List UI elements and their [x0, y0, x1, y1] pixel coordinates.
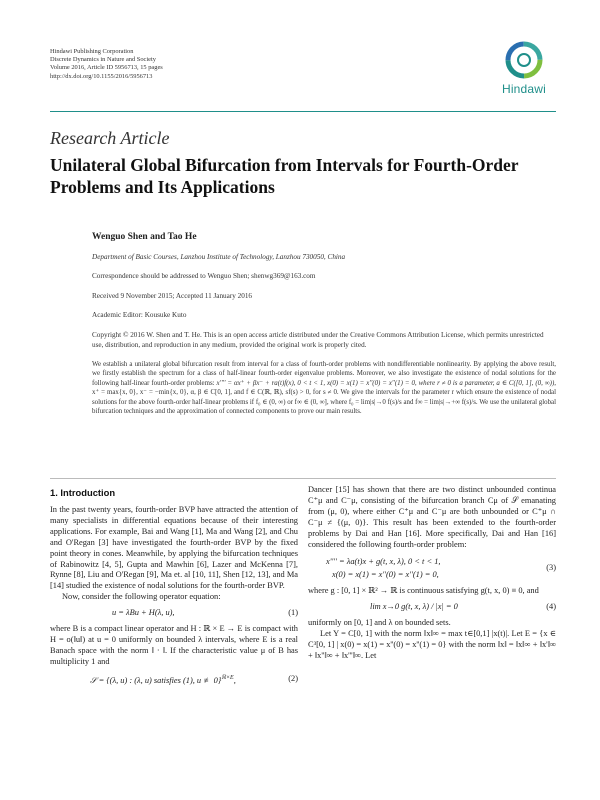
volume-info: Volume 2016, Article ID 5956713, 15 pages	[50, 64, 163, 72]
intro-paragraph-2: Now, consider the following operator equation:	[62, 592, 221, 602]
equation-3-line-2: x(0) = x(1) = x''(0) = x''(1) = 0,	[332, 570, 439, 580]
section-heading: 1. Introduction	[50, 487, 116, 498]
publisher-name: Hindawi Publishing Corporation	[50, 48, 134, 55]
hindawi-logo	[492, 40, 556, 96]
journal-name: Discrete Dynamics in Nature and Society	[50, 56, 156, 64]
correspondence: Correspondence should be addressed to Wenguo Shen; shenwg369@163.com	[92, 272, 316, 280]
publication-info	[50, 48, 163, 81]
equation-2: 𝒮 = {(λ, u) : (λ, u) satisfies (1), u ≢ 0}$^{ℝ\times E}$, (2)	[90, 674, 298, 685]
equation-3-number: (3)	[546, 562, 556, 572]
equation-3	[308, 555, 556, 581]
equation-2-number: (2)	[288, 674, 298, 684]
abstract-part-2: x⁺ = max{x, 0}, x⁻ = −min{x, 0}, α, β ∈ C[0, 1], and f ∈ C(ℝ, ℝ), sf(s) > 0, for s ≠ 0. We give the intervals for the parameter r which ensure the existence of nodal solutions for the above fourth-order half-linear problems if f₀ ∈ (0, ∞) or f∞ ∈ (0, ∞], where f₀ = lim|s|→0 f(s)/s and f∞ = lim|s|→+∞ f(s)/s. We use the unilateral global bifurcation techniques and the approximation of connected components to prove our main results.	[92, 389, 556, 416]
abstract	[92, 360, 556, 416]
header-rule	[50, 111, 556, 112]
abstract-part-1: We establish a unilateral global bifurcation result from interval for a class of fourth-order problems with nondifferentiable nonlinearity. By applying the above result, we firstly establish the spectrum for a class of half-linear fourth-order eigenvalue problems. Moreover, we also investigate the existence of nodal solutions for the following half-linear fourth-order problems:	[92, 361, 556, 387]
equation-1	[50, 608, 298, 619]
dates: Received 9 November 2015; Accepted 11 January 2016	[92, 292, 253, 300]
right-paragraph-4: Let Y = C[0, 1] with the norm ‖x‖∞ = max t∈[0,1] |x(t)|. Let E = {x ∈ C³[0, 1] | x(0) = x(1) = x''(0) = x''(1) = 0} with the norm ‖x‖ = ‖x‖∞ + ‖x'‖∞ + ‖x''‖∞ + ‖x'''‖∞. Let	[308, 629, 556, 660]
equation-4	[308, 602, 556, 613]
equation-3-line-1: x'''' = λa(t)x + g(t, x, λ), 0 < t < 1,	[326, 557, 441, 567]
equation-2-body: 𝒮 = {(λ, u) : (λ, u) satisfies (1), u ≢ 0}	[90, 675, 222, 685]
equation-4-body: lim x→0 g(t, x, λ) / |x| = 0	[370, 602, 458, 612]
doi-link[interactable]: http://dx.doi.org/10.1155/2016/5956713	[50, 72, 153, 80]
intro-paragraph-3: where B is a compact linear operator and H : ℝ × E → E is compact with H = o(‖u‖) at u = 0 uniformly on bounded λ intervals, where E is a real Banach space with the norm ‖ · ‖. If the characteristic value μ of B has multiplicity 1 and	[50, 624, 298, 666]
right-paragraph-2: where g : [0, 1] × ℝ² → ℝ is continuous satisfying g(t, x, 0) ≡ 0, and	[308, 586, 539, 596]
copyright-notice: Copyright © 2016 W. Shen and T. He. This is an open access article distributed under the Creative Commons Attribution License, which permits unrestricted use, distribution, and reproduction in any medium, provided the original work is properly cited.	[92, 331, 544, 349]
equation-2-superscript: ℝ×E	[221, 674, 234, 681]
affiliation: Department of Basic Courses, Lanzhou Institute of Technology, Lanzhou 730050, China	[92, 253, 346, 261]
logo-wordmark: Hindawi	[501, 82, 547, 96]
authors: Wenguo Shen and Tao He	[92, 232, 197, 242]
equation-4-number: (4)	[546, 602, 556, 612]
paper-title: Unilateral Global Bifurcation from Intervals for Fourth-Order Problems and Its Applications	[50, 155, 519, 197]
equation-1-body: u = λBu + H(λ, u),	[112, 608, 175, 618]
intro-paragraph-1: In the past twenty years, fourth-order BVP have attracted the attention of many specialists in differential equations because of their interesting applications. For example, Bai and Wang [1], Ma and Wang [2], and Chu and O'Regan [3] have investigated the fourth-order BVP by the fixed point theory in cones. Meanwhile, by applying the bifurcation techniques of Rabinowitz [4, 5], Gupta and Mawhin [6], Lazer and McKenna [7], Rynne [8], Liu and O'Regan [9], Ma et. al [10, 11], Shen [12, 13], and Ma [14] studied the existence of nodal solutions for the fourth-order BVP.	[50, 505, 298, 591]
academic-editor: Academic Editor: Kousuke Kuto	[92, 311, 187, 319]
article-type: Research Article	[50, 128, 170, 148]
section-divider	[50, 478, 556, 479]
left-column	[50, 505, 298, 686]
right-paragraph-1: Dancer [15] has shown that there are two distinct unbounded continua C⁺μ and C⁻μ, consisting of the bifurcation branch Cμ of 𝒮 emanating from (μ, 0), where either C⁺μ and C⁻μ are both unbounded or C⁺μ ∩ C⁻μ ≠ {(μ, 0)}. This result has been extended to the fourth-order problems by Dai and Han [16]. More specifically, Dai and Han [16] considered the following fourth-order problem:	[308, 485, 556, 549]
equation-1-number: (1)	[288, 608, 298, 618]
hindawi-logo-icon	[504, 40, 544, 80]
abstract-equation: x'''' = αx⁺ + βx⁻ + ra(t)f(x), 0 < t < 1, x(0) = x(1) = x''(0) = x''(1) = 0, where r ≠ 0 is a parameter, a ∈ C([0, 1], (0, ∞)),	[216, 379, 556, 387]
right-paragraph-3: uniformly on [0, 1] and λ on bounded sets.	[308, 618, 451, 628]
right-column	[308, 485, 556, 662]
